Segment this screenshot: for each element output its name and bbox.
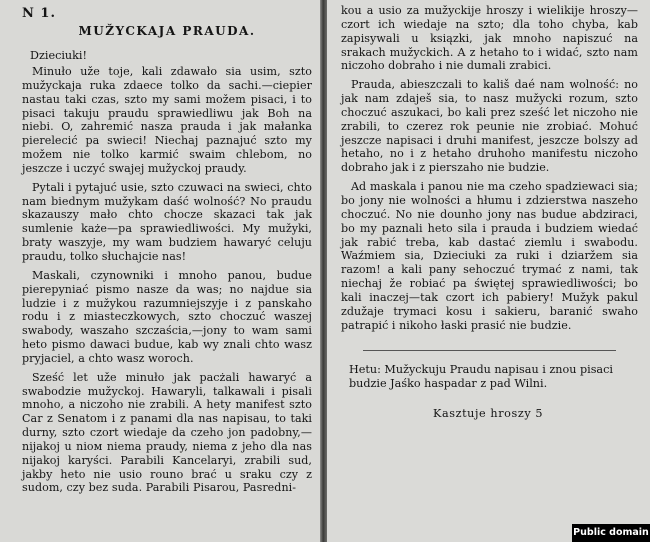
author-note: Hetu: Mužyckuju Praudu napisau i znou pisaci budzie Jaśko haspadar z pad Wilni. (349, 363, 613, 391)
book-gutter (320, 0, 327, 542)
paragraph: Ad maskala i panou nie ma czeho spadziewaci sia; bo jony nie wolności a hłumu i zdzierstwa naszeho choczuć. No nie dounho jony nas budue abdziraci, bo my paznali heto sila i prauda i budziem wiedać jak rabić treba, kab dastać ziemlu i swabodu. Waźmiem sia, Dzieciuki za ruki i dziaržem sia razom! a kali pany sehoczuć trymać z nami, tak niechaj že robiać pa świętej sprawiedliwości; bo kali inaczej—tak czort ich pabiery! Mužyk pakul zdužaje trymaci kosu i sakieru, baranić swaho patrapić i nikoho łaski prasić nie budzie. (341, 180, 638, 332)
price-line: Kasztuje hroszy 5 (433, 407, 544, 421)
paragraph: kou a usio za mužyckije hroszy i wielikije hroszy—czort ich wiedaje na szto; dla toho chyba, kab zapisywali u ksiązki, jak mnoho napiszuć na srakach mužyckich. A z hetaho to i widać, szto nam niczoho dobraho i nie dumali zrabici. (341, 4, 638, 73)
issue-number: N 1. (22, 6, 56, 21)
paragraph: Minuło uže toje, kali zdawało sia usim, szto mužyckaja ruka zdaece tolko da sachi.—ciepier nastau taki czas, szto my sami možem pisaci, i to pisaci takuju praudu sprawiedliwu jak Boh na niebi. O, zahremić nasza prauda i jak małanka pierelecić pa swieci! Niechaj paznajuć szto my možem nie tolko karmić swaim chlebom, no jeszcze i uczyć swajej mužyckoj praudy. (22, 65, 312, 175)
left-page (0, 0, 320, 542)
right-page (327, 0, 650, 542)
paragraph: Maskali, czynowniki i mnoho panou, budue pierepyniać pismo nasze da was; no najdue sia ludzie i z mužykou razumniejszyje i z panskaho rodu i z miasteczkowych, szto choczuć waszej swabody, waszaho szczaścia,—jony to wam sami heto pismo dawaci budue, kab wy znali chto wasz pryjaciel, a chto wasz woroch. (22, 268, 312, 365)
right-body (341, 4, 638, 332)
divider (363, 350, 616, 351)
paragraph: Sześć let uže minuło jak pacżali hawaryć a swabodzie mužyckoj. Hawaryli, talkawali i pisali mnoho, a niczoho nie zrabili. A hety manifest szto Car z Senatom i z panami dla nas napisau, to taki durny, szto czort wiedaje da czeho jon padobny,—niјakoj u nioм niema praudy, niema z jeho dla nas nijakoj karyści. Parabili Kancelaryi, zrabili sud, jakby heto nie usio rouno brać u sraku czy z sudom, czy bez suda. Parabili Pisarou, Pasredni- (22, 370, 312, 495)
paragraph: Pytali i pytajuć usie, szto czuwaci na swieci, chto nam biednym mužykam daść wolność? No praudu skazauszy mało chto chocze skazaci tak jak sumlenie każe—pa sprawiedliwości. My mužyki, braty waszyje, my wam budziem hawaryć celuju praudu, tolko słuchajcie nas! (22, 180, 312, 263)
left-body (22, 65, 312, 495)
newspaper-title: MUŽYCKAJA PRAUDA. (78, 24, 256, 38)
credit-badge: Public domain (572, 524, 650, 542)
salutation: Dzieciuki! (30, 49, 87, 62)
paragraph: Prauda, abieszczali to kališ daé nam wolność: no jak nam zdaješ sia, to nasz mužycki rozum, szto choczuć aszukaci, bo kali prez sześć let niczoho nie zrabili, to czerez rok peunie nie zrobiać. Mohuć jeszcze napisaci i druhi manifest, jeszcze bolszy ad hetaho, no i z hetaho druhoho manifestu niczoho dobraho jak i z pierszaho nie budzie. (341, 78, 638, 175)
